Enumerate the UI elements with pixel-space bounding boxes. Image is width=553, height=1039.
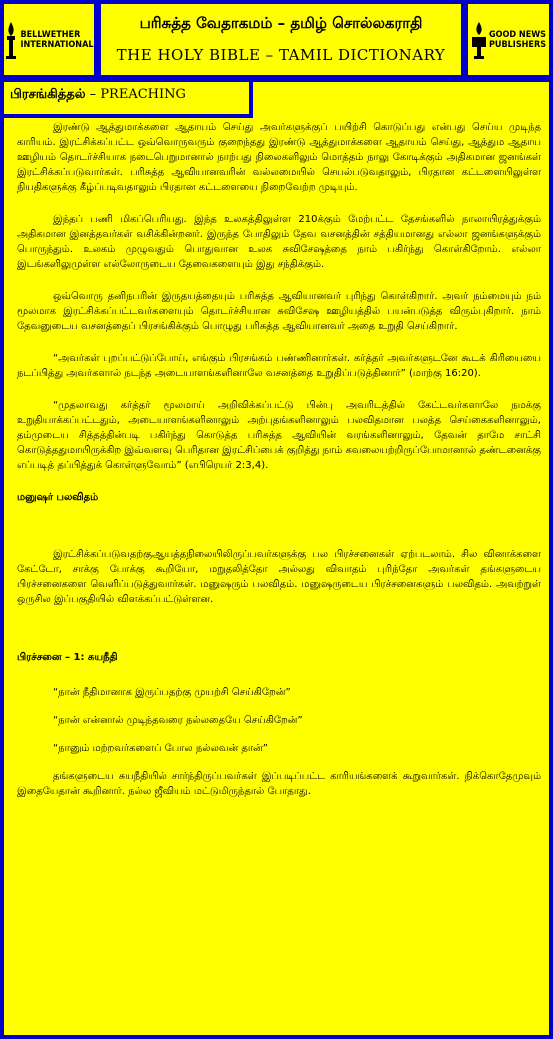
title-box xyxy=(97,0,465,79)
paragraph: ஒவ்வொரு தனிநபரின் இருதயத்தையும் பரிசுத்த ஆவியானவர் புரிந்து கொள்கிறார். அவர் நம்மையும் நம் மூலமாக இரட்சிக்கப்பட்டவர்களையும் தொடர்ச்சியான சுவிசேஷ ஊழியத்தில் பயன்படுத்த விரும்புகிறார். நாம் தேவனுடைய வசனத்தைப் பிரசங்கிக்கும் பொழுது பரிசுத்த ஆவியானவர் அதை உறுதி செய்கிறார். xyxy=(17,291,541,332)
torch-icon xyxy=(4,20,18,60)
content-frame xyxy=(0,78,553,1039)
quote-line: “நான் நீதிமானாக இருப்பதற்கு முயற்சி செய்கிறேன்” xyxy=(53,687,291,698)
bellwether-logo xyxy=(4,20,93,60)
scripture-quote: “அவர்கள் புறப்பட்டுப்போய், எங்கும் பிரசங்கம் பண்ணினார்கள். கர்த்தர் அவர்களுடனே கூடக் கிரியையை நடப்பித்து அவர்களால் நடந்த அடையாளங்களினாலே வசனத்தை உறுதிப்படுத்தினார்” (மாற்கு 16:20). xyxy=(17,353,541,379)
left-logo-text: BELLWETHER INTERNATIONAL xyxy=(20,29,94,50)
title-english: THE HOLY BIBLE – TAMIL DICTIONARY xyxy=(116,46,446,64)
left-logo-box xyxy=(0,0,98,79)
heading-problem-1: பிரச்சனை – 1: சுயநீதி xyxy=(17,652,118,663)
paragraph: இரட்சிக்கப்படுவதற்குஆயத்தநிலையிலிருப்பவர்களுக்கு பல பிரச்சனைகள் ஏற்படலாம். சில வினாக்களை கேட்டோ, சாக்கு போக்கு கூறியோ, மறுதலித்தோ அல்லது விவாதம் புரிந்தோ அவர்கள் தங்களுடைய பிரச்சனைகளை வெளிப்படுத்துவார்கள். மனுஷரும் பலவிதம். மனுஷருடைய பிரச்சனைகளும் பலவிதம். அவற்றுள் ஒருசில இப்பகுதியில் விளக்கப்பட்டுள்ளன. xyxy=(17,549,541,605)
quote-line: “நானும் மற்றவர்களைப் போல நல்லவன் தான்” xyxy=(53,743,268,754)
paragraph: இந்தப் பணி மிகப்பெரியது. இந்த உலகத்திலுள்ள 210க்கும் மேற்பட்ட தேசங்களில் நாலாயிரத்துக்கும் அதிகமான இனத்தவர்கள் வசிக்கின்றனர். இருந்த போதிலும் தேவ வசனத்தின் சத்தியமானது எல்லா ஜனங்களுக்கும் பொருந்தும். உலகம் முழுவதும் பொதுவான உலக சுவிசேஷத்தை நாம் பகிர்ந்து கொள்கிறோம். எல்லா இடங்களிலுமுள்ள எல்லோருடைய தேவைகளையும் இது சந்திக்கும். xyxy=(17,214,541,270)
good-news-logo xyxy=(471,20,546,60)
quote-line: “நான் என்னால் முடிந்தவரை நல்லதையே செய்கிறேன்” xyxy=(53,715,303,726)
right-logo-text: GOOD NEWS PUBLISHERS xyxy=(488,29,547,50)
heading-diversity: மனுஷர் பலவிதம் xyxy=(17,492,99,503)
paragraph: இரண்டு ஆத்துமாக்களை ஆதாயம் செய்து அவர்களுக்குப் பயிற்சி கொடுப்பது என்பது செய்ய முடிந்த காரியம். இரட்சிக்கப்பட்ட ஒவ்வொருவரும் குறைந்தது இரண்டு ஆத்துமாக்களை ஆதாயம் செய்து, ஆத்தும ஆதாய ஊழியம் தொடர்ச்சியாக நடைபெறுமானால் நாற்பது நிலைகளிலும் மொத்தம் நாலு கோடிக்கும் அதிகமான ஜனங்கள் இரட்சிக்கப்படுவார்கள். பரிசுத்த ஆவியானவரின் வல்லமையில் செயல்படுவதாலும், பிரதான கட்டளையிலுள்ள நியதிகளுக்கு கீழ்ப்படிவதாலும் பிரதான கட்டளையை நிறைவேற்ற முடியும். xyxy=(17,122,541,193)
section-title-english: PREACHING xyxy=(100,87,186,102)
title-tamil: பரிசுத்த வேதாகமம் – தமிழ் சொல்லகராதி xyxy=(139,14,423,32)
paragraph: தங்களுடைய சுயநீதியில் சார்ந்திருப்பவர்கள் இப்படிப்பட்ட காரியங்களைக் கூறுவார்கள். நிக்கொதேமுவும் இதையேதான் கூறினார். நல்ல ஜீவியம் மட்டுமிருந்தால் போதாது. xyxy=(17,771,541,797)
section-title-tamil: பிரசங்கித்தல் xyxy=(10,87,86,102)
section-title-separator: – xyxy=(85,87,101,102)
right-logo-box xyxy=(464,0,553,79)
book-torch-icon xyxy=(471,20,487,60)
content-body xyxy=(4,82,549,799)
section-title-tab xyxy=(0,78,253,118)
scripture-quote: “முதலாவது கர்த்தர் மூலமாய் அறிவிக்கப்பட்டு பின்பு அவரிடத்தில் கேட்டவர்களாலே நமக்கு உறுதியாக்கப்பட்டதும், அடையாளங்களினாலும் அற்புதங்களினாலும் பலவிதமான பலத்த செய்கைகளினாலும், தம்முடைய சித்தத்தின்படி பகிர்ந்து கொடுத்த பரிசுத்த ஆவியின் வரங்களினாலும், தேவன் தாமே சாட்சி கொடுத்ததுமாயிருக்கிற இவ்வளவு பெரிதான இரட்சிப்பைக் குறித்து நாம் கவலையற்றிருப்போமானால் தண்டனைக்கு எப்படித் தப்பித்துக் கொள்ளுவோம்” (எபிரெயர் 2:3,4). xyxy=(17,400,541,471)
